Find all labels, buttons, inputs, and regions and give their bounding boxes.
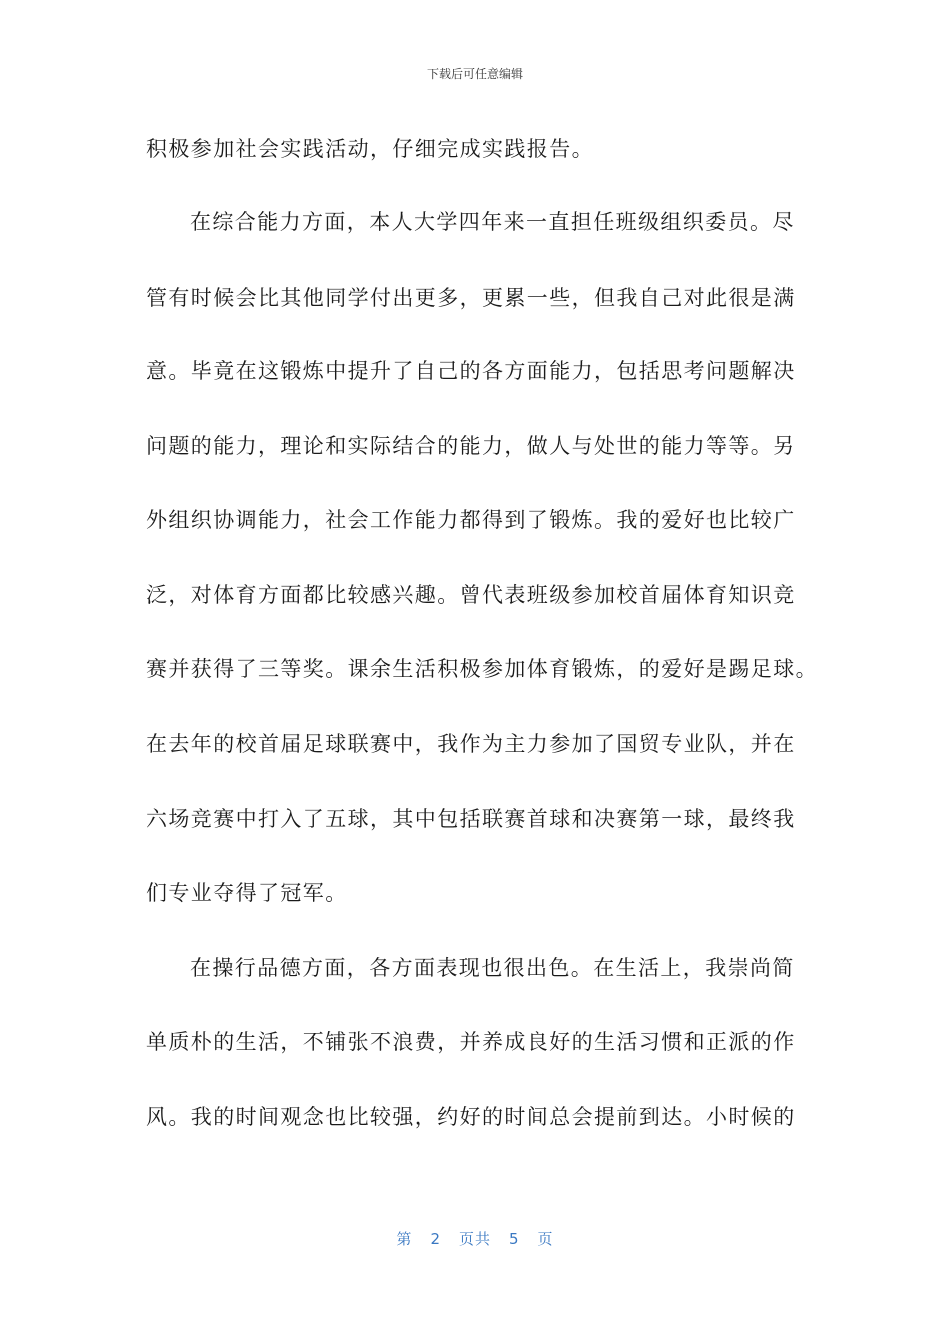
text-line: 在综合能力方面，本人大学四年来一直担任班级组织委员。尽: [190, 210, 795, 234]
page-label-prefix: 第: [396, 1230, 413, 1248]
text-line: 意。毕竟在这锻炼中提升了自己的各方面能力，包括思考问题解决: [146, 359, 796, 383]
text-line: 问题的能力，理论和实际结合的能力，做人与处世的能力等等。另: [146, 434, 796, 458]
page-label-suffix: 页: [537, 1230, 554, 1248]
page-label-middle: 页共: [458, 1230, 491, 1248]
current-page-number: 2: [430, 1230, 441, 1248]
text-line: 六场竞赛中打入了五球，其中包括联赛首球和决赛第一球，最终我: [146, 807, 796, 831]
text-line: 积极参加社会实践活动，仔细完成实践报告。: [146, 137, 594, 161]
text-line: 外组织协调能力，社会工作能力都得到了锻炼。我的爱好也比较广: [146, 508, 796, 532]
text-line: 们专业夺得了冠军。: [146, 881, 348, 905]
text-line: 泛，对体育方面都比较感兴趣。曾代表班级参加校首届体育知识竞: [146, 583, 796, 607]
text-line: 赛并获得了三等奖。课余生活积极参加体育锻炼，的爱好是踢足球。: [146, 657, 818, 681]
page-header: 下载后可任意编辑: [426, 67, 523, 81]
text-line: 管有时候会比其他同学付出更多，更累一些，但我自己对此很是满: [146, 286, 796, 310]
total-pages-number: 5: [509, 1230, 520, 1248]
page-footer: [0, 1229, 950, 1249]
text-line: 单质朴的生活，不铺张不浪费，并养成良好的生活习惯和正派的作: [146, 1030, 796, 1054]
text-line: 在操行品德方面，各方面表现也很出色。在生活上，我崇尚简: [190, 956, 795, 980]
text-line: 在去年的校首届足球联赛中，我作为主力参加了国贸专业队，并在: [146, 732, 796, 756]
text-line: 风。我的时间观念也比较强，约好的时间总会提前到达。小时候的: [146, 1105, 796, 1129]
